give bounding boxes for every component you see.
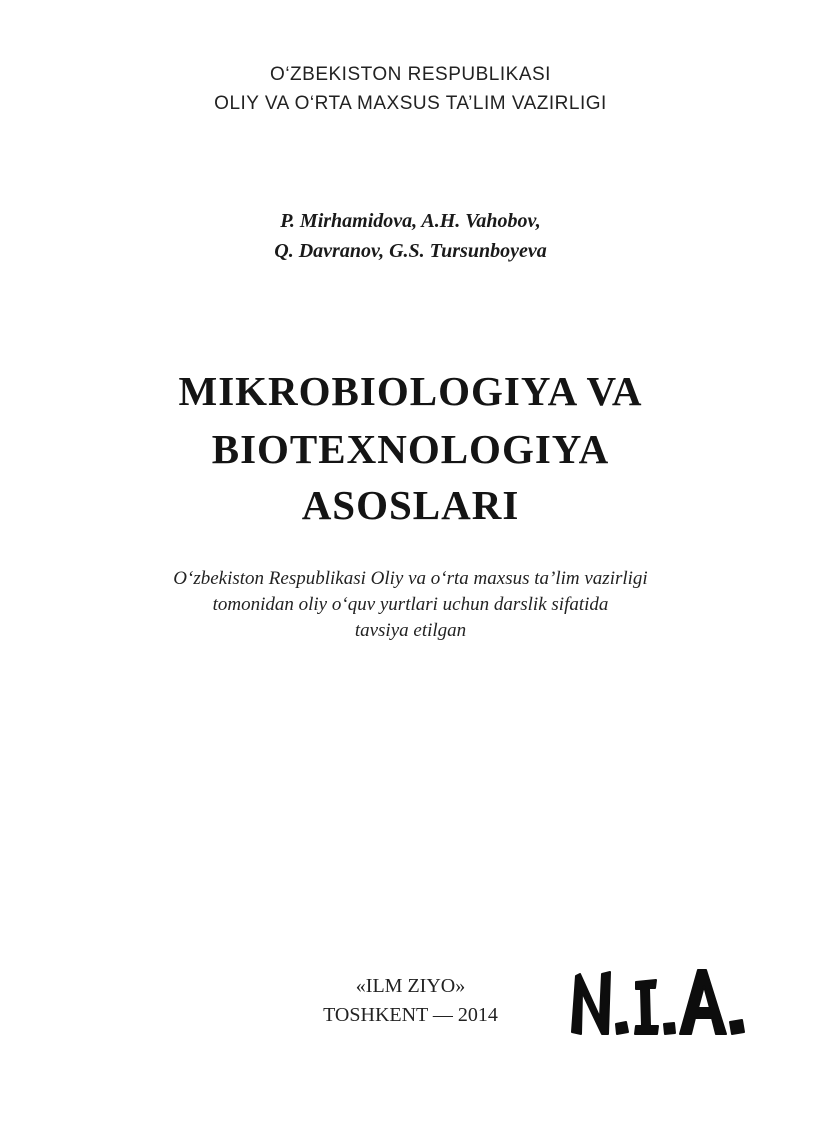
publisher-name: «ILM ZIYO» xyxy=(355,975,466,997)
ministry-line-1: O‘ZBEKISTON RESPUBLIKASI xyxy=(270,64,551,85)
authors-line-1: P. Mirhamidova, A.H. Vahobov, xyxy=(280,210,541,232)
ministry-line-2: OLIY VA O‘RTA MAXSUS TA’LIM VAZIRLIGI xyxy=(214,93,607,114)
nia-stamp-logo xyxy=(566,968,754,1040)
book-title-line-3: ASOSLARI xyxy=(301,482,520,528)
recommendation-line-3: tavsiya etilgan xyxy=(354,620,467,641)
authors-line-2: Q. Davranov, G.S. Tursunboyeva xyxy=(274,240,547,262)
recommendation-line-1: O‘zbekiston Respublikasi Oliy va o‘rta maxsus ta’lim vazirligi xyxy=(173,568,648,589)
recommendation-line-2: tomonidan oliy o‘quv yurtlari uchun darslik sifatida xyxy=(212,594,609,615)
book-title-line-1: MIKROBIOLOGIYA VA xyxy=(178,368,643,414)
book-title-line-2: BIOTEXNOLOGIYA xyxy=(211,426,610,472)
publisher-city-year: TOSHKENT — 2014 xyxy=(323,1004,498,1026)
